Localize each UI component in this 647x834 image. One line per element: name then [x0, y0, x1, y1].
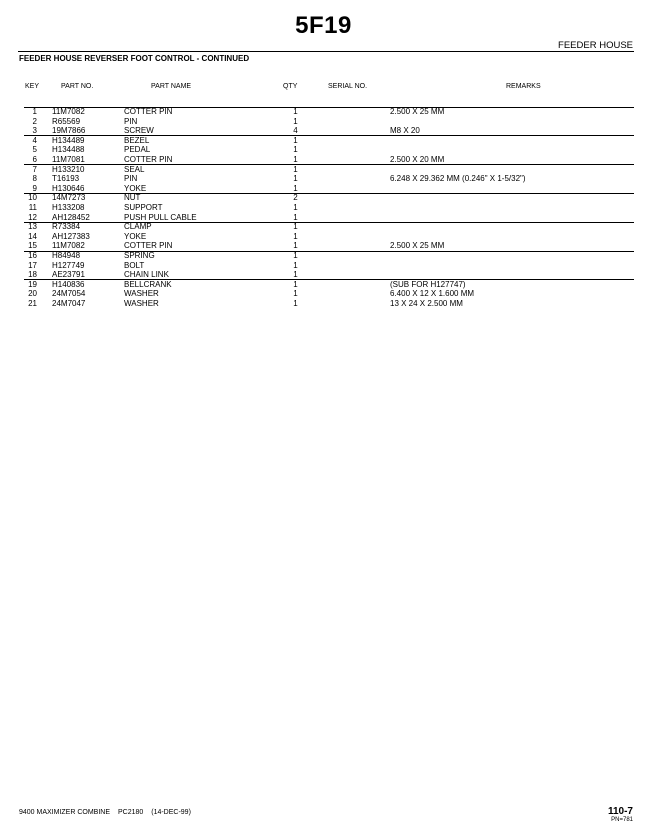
- row-qty: 1: [293, 107, 298, 116]
- row-part-name: PUSH PULL CABLE: [124, 212, 197, 222]
- row-qty: 1: [293, 164, 298, 174]
- table-row: [0, 107, 647, 117]
- row-part-no: AH127383: [52, 231, 90, 241]
- row-part-no: H127749: [52, 260, 85, 270]
- row-part-name: COTTER PIN: [124, 241, 173, 251]
- header-rule: [18, 51, 634, 52]
- col-header-remarks: REMARKS: [506, 83, 541, 90]
- row-key: 14: [28, 231, 37, 241]
- col-header-serial-no: SERIAL NO.: [328, 83, 368, 90]
- row-remarks: (SUB FOR H127747): [390, 279, 466, 289]
- row-qty: 1: [293, 145, 298, 155]
- row-remarks: 6.400 X 12 X 1.600 MM: [390, 289, 475, 299]
- row-key: 12: [28, 212, 37, 222]
- row-part-no: R65569: [52, 116, 81, 126]
- row-part-name: COTTER PIN: [124, 107, 173, 116]
- row-qty: 1: [293, 289, 298, 299]
- row-remarks: 13 X 24 X 2.500 MM: [390, 299, 463, 308]
- col-header-part-name: PART NAME: [151, 83, 192, 90]
- row-key: 10: [28, 193, 37, 203]
- col-header-key: KEY: [25, 83, 40, 90]
- row-part-name: SCREW: [124, 126, 154, 136]
- table-row: [0, 145, 647, 155]
- row-key: 5: [32, 145, 37, 155]
- row-qty: 4: [293, 126, 298, 136]
- row-qty: 1: [293, 231, 298, 241]
- table-row: [0, 193, 647, 203]
- table-row: [0, 203, 647, 213]
- row-part-name: PEDAL: [124, 145, 151, 155]
- row-key: 6: [32, 155, 37, 164]
- row-qty: 1: [293, 260, 298, 270]
- row-key: 11: [28, 203, 37, 212]
- row-qty: 1: [293, 116, 298, 126]
- col-header-part-no: PART NO.: [61, 83, 94, 90]
- row-qty: 1: [293, 212, 298, 222]
- row-part-name: SUPPORT: [124, 203, 163, 212]
- row-part-name: COTTER PIN: [124, 155, 173, 164]
- row-qty: 1: [293, 299, 298, 308]
- row-key: 19: [28, 279, 37, 289]
- row-part-no: T16193: [52, 174, 80, 184]
- row-qty: 1: [293, 241, 298, 251]
- row-qty: 1: [293, 279, 298, 289]
- page-title: 5F19: [295, 12, 352, 39]
- table-row: [0, 251, 647, 261]
- row-part-no: H134489: [52, 135, 85, 145]
- row-qty: 1: [293, 174, 298, 184]
- row-remarks: 2.500 X 25 MM: [390, 241, 445, 251]
- row-part-name: YOKE: [124, 231, 147, 241]
- row-key: 17: [28, 260, 37, 270]
- row-part-no: H134488: [52, 145, 85, 155]
- row-part-name: WASHER: [124, 299, 159, 308]
- row-qty: 1: [293, 183, 298, 193]
- row-key: 1: [32, 107, 37, 116]
- row-part-no: 11M7082: [52, 241, 85, 251]
- row-part-name: CLAMP: [124, 222, 152, 232]
- row-part-name: BEZEL: [124, 135, 150, 145]
- row-key: 3: [32, 126, 37, 136]
- page-number: 110-7: [607, 806, 633, 817]
- row-part-name: SPRING: [124, 251, 155, 260]
- row-remarks: 2.500 X 25 MM: [390, 107, 445, 116]
- row-key: 2: [32, 116, 37, 126]
- row-key: 7: [32, 164, 37, 174]
- row-remarks: 6.248 X 29.362 MM (0.246" X 1-5/32"): [390, 174, 526, 184]
- row-part-no: 11M7082: [52, 107, 85, 116]
- row-key: 8: [32, 174, 37, 184]
- footer-date: (14-DEC-99): [151, 809, 191, 816]
- row-qty: 1: [293, 203, 298, 212]
- table-row: [0, 289, 647, 299]
- row-part-no: H133210: [52, 164, 85, 174]
- pn-code: PN=781: [611, 817, 633, 823]
- row-part-no: H133208: [52, 203, 85, 212]
- row-part-name: PIN: [124, 116, 138, 126]
- row-key: 15: [28, 241, 37, 251]
- row-qty: 2: [293, 193, 298, 203]
- row-key: 18: [28, 270, 37, 280]
- row-remarks: 2.500 X 20 MM: [390, 155, 445, 164]
- table-row: [0, 136, 647, 146]
- footer-machine: 9400 MAXIMIZER COMBINE: [19, 809, 111, 816]
- table-row: [0, 261, 647, 271]
- row-part-no: AE23791: [52, 270, 85, 280]
- table-row: [0, 174, 647, 184]
- footer-catalog: PC2180: [117, 809, 144, 816]
- row-qty: 1: [293, 135, 298, 145]
- row-part-name: WASHER: [124, 289, 159, 299]
- table-row: [0, 165, 647, 175]
- row-qty: 1: [293, 155, 298, 164]
- row-part-no: 19M7866: [52, 126, 86, 136]
- section-name: FEEDER HOUSE: [558, 40, 633, 51]
- row-part-no: H84948: [52, 251, 81, 260]
- row-key: 13: [28, 222, 37, 232]
- row-part-no: H140836: [52, 279, 85, 289]
- row-key: 4: [32, 135, 37, 145]
- col-header-qty: QTY: [283, 83, 298, 90]
- table-row: [0, 232, 647, 242]
- table-row: [0, 280, 647, 290]
- table-row: [0, 117, 647, 127]
- row-qty: 1: [293, 251, 298, 260]
- row-part-no: H130646: [52, 183, 85, 193]
- row-part-no: 24M7047: [52, 299, 86, 308]
- group-subtitle: FEEDER HOUSE REVERSER FOOT CONTROL - CONTINUED: [19, 54, 250, 63]
- row-part-no: R73384: [52, 222, 81, 232]
- row-key: 16: [28, 251, 37, 260]
- row-part-name: NUT: [124, 193, 141, 203]
- row-part-no: 14M7273: [52, 193, 86, 203]
- row-part-no: AH128452: [52, 212, 90, 222]
- row-part-name: BELLCRANK: [124, 279, 172, 289]
- row-qty: 1: [293, 270, 298, 280]
- row-remarks: M8 X 20: [390, 126, 420, 136]
- row-qty: 1: [293, 222, 298, 232]
- row-part-no: 11M7081: [52, 155, 85, 164]
- row-part-name: PIN: [124, 174, 138, 184]
- row-key: 21: [28, 299, 37, 308]
- row-part-name: YOKE: [124, 183, 147, 193]
- table-row: [0, 222, 647, 232]
- row-part-name: SEAL: [124, 164, 145, 174]
- row-part-name: CHAIN LINK: [124, 270, 169, 280]
- row-part-no: 24M7054: [52, 289, 86, 299]
- row-key: 9: [32, 183, 37, 193]
- row-key: 20: [28, 289, 37, 299]
- table-row: [0, 299, 647, 309]
- row-part-name: BOLT: [124, 260, 145, 270]
- footer-info: [19, 809, 191, 816]
